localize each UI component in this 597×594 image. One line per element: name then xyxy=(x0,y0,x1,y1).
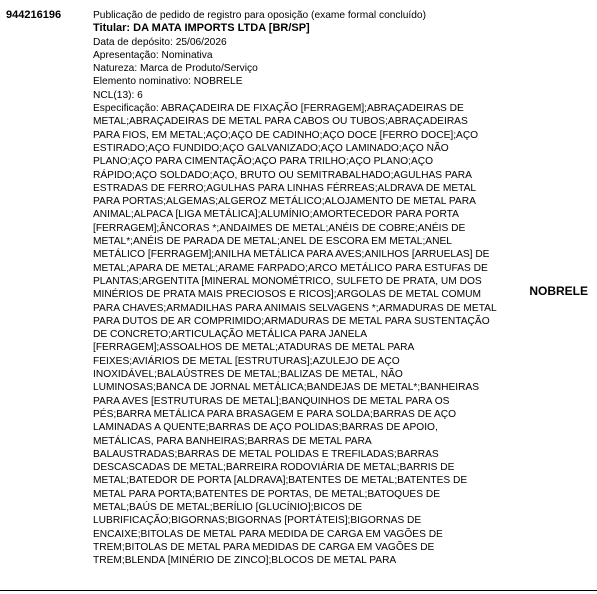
specification-line: PARA FIOS, EM METAL;AÇO;AÇO DE CADINHO;AÇO DOCE [FERRO DOCE];AÇO xyxy=(93,129,479,141)
specification-text xyxy=(93,102,497,567)
specification-line: ENCAIXE;BITOLAS DE METAL PARA MEDIDA DE CARGA EM VAGÕES DE xyxy=(93,528,443,540)
specification-line: PLANTAS;ARGENTITA [MINERAL MONOMÉTRICO, SULFETO DE PRATA, UM DOS xyxy=(93,275,482,287)
brand-name: NOBRELE xyxy=(529,284,588,298)
specification-line: METAL;BATEDOR DE PORTA [ALDRAVA];BATENTES DE METAL;BATENTES DE xyxy=(93,475,468,487)
titular-text: Titular: DA MATA IMPORTS LTDA [BR/SP] xyxy=(93,22,310,35)
natureza-text: Natureza: Marca de Produto/Serviço xyxy=(93,63,258,75)
specification-line: INOXIDÁVEL;BALAÚSTRES DE METAL;BALIZAS DE METAL, NÃO xyxy=(93,369,403,381)
specification-line: PARA AVES [ESTRUTURAS DE METAL];BANQUINHOS DE METAL PARA OS xyxy=(93,395,450,407)
apresentacao-text: Apresentação: Nominativa xyxy=(93,49,213,61)
specification-line: DESCASCADAS DE METAL;BARREIRA RODOVIÁRIA DE METAL;BARRIS DE xyxy=(93,462,455,474)
specification-line: METAL;BAÚS DE METAL;BERÍLIO [GLUCÍNIO];BICOS DE xyxy=(93,501,363,513)
process-number: 944216196 xyxy=(6,9,62,21)
specification-line: METAL;APARA DE METAL;ARAME FARPADO;ARCO METÁLICO PARA ESTUFAS DE xyxy=(93,262,488,274)
specification-line: TREM;BLENDA [MINÉRIO DE ZINCO];BLOCOS DE METAL PARA xyxy=(93,555,397,567)
specification-line: FEIXES;AVIÁRIOS DE METAL [ESTRUTURAS];AZULEJO DE AÇO xyxy=(93,355,400,367)
publication-entry xyxy=(93,9,497,567)
bottom-divider xyxy=(0,590,597,591)
specification-line: METAL PARA PORTA;BATENTES DE PORTAS, DE METAL;BATOQUES DE xyxy=(93,488,441,500)
deposit-date-text: Data de depósito: 25/06/2026 xyxy=(93,36,227,48)
specification-line: MINÉRIOS DE PRATA MAIS PRECIOSOS E RICOS];ARGOLAS DE METAL COMUM xyxy=(93,289,481,301)
specification-line: LUBRIFICAÇÃO;BIGORNAS;BIGORNAS [PORTÁTEIS];BIGORNAS DE xyxy=(93,515,422,527)
specification-line: TREM;BITOLAS DE METAL PARA MEDIDAS DE CARGA EM VAGÕES DE xyxy=(93,541,435,553)
specification-line: ANIMAL;ALPACA [LIGA METÁLICA];ALUMÍNIO;AMORTECEDOR PARA PORTA xyxy=(93,209,459,221)
despacho-text: Publicação de pedido de registro para oposição (exame formal concluído) xyxy=(93,10,426,21)
specification-line: METÁLICAS, PARA BANHEIRAS;BARRAS DE METAL PARA xyxy=(93,435,372,447)
specification-line: PARA DUTOS DE AR COMPRIMIDO;ARMADURAS DE METAL PARA SUSTENTAÇÃO xyxy=(93,315,490,327)
specification-line: RÁPIDO;AÇO SOLDADO;AÇO, BRUTO OU SEMITRABALHADO;AGULHAS PARA xyxy=(93,169,472,181)
specification-line: METAL;ABRAÇADEIRAS DE METAL PARA CABOS OU TUBOS;ABRAÇADEIRAS xyxy=(93,116,468,128)
specification-line: [FERRAGEM];ÂNCORAS *;ANDAIMES DE METAL;ANÉIS DE COBRE;ANÉIS DE xyxy=(93,222,466,234)
specification-line: PARA CHAVES;ARMADILHAS PARA ANIMAIS SELVAGENS *;ARMADURAS DE METAL xyxy=(93,302,497,314)
specification-line: METÁLICO [FERRAGEM];ANILHA METÁLICA PARA AVES;ANILHOS [ARRUELAS] DE xyxy=(93,249,490,261)
ncl-text: NCL(13): 6 xyxy=(93,89,143,101)
specification-line: PARA PORTAS;ALGEMAS;ALGEROZ METÁLICO;ALOJAMENTO DE METAL PARA xyxy=(93,196,476,208)
specification-line: Especificação: ABRAÇADEIRA DE FIXAÇÃO [FERRAGEM];ABRAÇADEIRAS DE xyxy=(93,103,464,115)
specification-line: [FERRAGEM];ASSOALHOS DE METAL;ATADURAS DE METAL PARA xyxy=(93,342,415,354)
elemento-nominativo-text: Elemento nominativo: NOBRELE xyxy=(93,76,243,88)
specification-line: ESTIRADO;AÇO FUNDIDO;AÇO GALVANIZADO;AÇO LAMINADO;AÇO NÃO xyxy=(93,142,449,154)
specification-line: ESTRADAS DE FERRO;AGULHAS PARA LINHAS FÉRREAS;ALDRAVA DE METAL xyxy=(93,182,477,194)
specification-line: PLANO;AÇO PARA CIMENTAÇÃO;AÇO PARA TRILHO;AÇO PLANO;AÇO xyxy=(93,156,434,168)
specification-line: PÉS;BARRA METÁLICA PARA BRASAGEM E PARA SOLDA;BARRAS DE AÇO xyxy=(93,408,457,420)
specification-line: LUMINOSAS;BANCA DE JORNAL METÁLICA;BANDEJAS DE METAL*;BANHEIRAS xyxy=(93,382,480,394)
specification-line: METAL*;ANÉIS DE PARADA DE METAL;ANEL DE ESCORA EM METAL;ANEL xyxy=(93,236,452,248)
specification-line: LAMINADAS A QUENTE;BARRAS DE AÇO POLIDAS;BARRAS DE APOIO, xyxy=(93,422,438,434)
specification-line: BALAUSTRADAS;BARRAS DE METAL POLIDAS E TREFILADAS;BARRAS xyxy=(93,448,439,460)
specification-line: DE CONCRETO;ARTICULAÇÃO METÁLICA PARA JANELA xyxy=(93,329,367,341)
